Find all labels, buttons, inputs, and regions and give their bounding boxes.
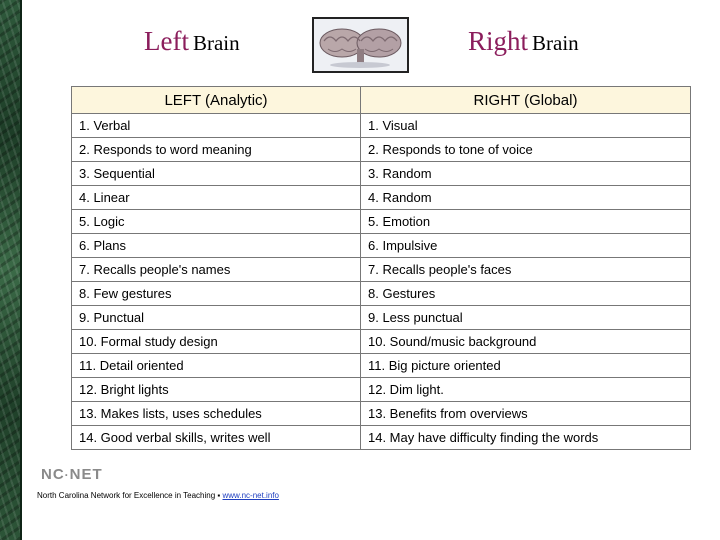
left-trait-cell: 4. Linear [72,186,361,210]
right-trait-cell: 3. Random [361,162,691,186]
left-trait-cell: 9. Punctual [72,306,361,330]
table-row [72,282,691,306]
right-trait-cell: 11. Big picture oriented [361,354,691,378]
right-trait-cell: 4. Random [361,186,691,210]
logo-net: NET [69,466,103,483]
footer-credit [37,491,279,500]
right-heading-brain: Brain [532,31,579,55]
table-row [72,138,691,162]
table-row [72,330,691,354]
right-trait-cell: 1. Visual [361,114,691,138]
left-trait-cell: 14. Good verbal skills, writes well [72,426,361,450]
right-trait-cell: 14. May have difficulty finding the words [361,426,691,450]
left-heading-word: Left [144,26,189,56]
table-row [72,186,691,210]
left-trait-cell: 3. Sequential [72,162,361,186]
right-brain-heading [468,26,579,57]
right-trait-cell: 9. Less punctual [361,306,691,330]
left-trait-cell: 5. Logic [72,210,361,234]
table-row [72,354,691,378]
table-row [72,114,691,138]
comparison-table [71,86,691,450]
table-row [72,234,691,258]
left-trait-cell: 1. Verbal [72,114,361,138]
table-row [72,426,691,450]
table-row [72,378,691,402]
footer-link[interactable]: www.nc-net.info [222,491,279,500]
footer-separator: ▪ [217,491,221,500]
right-trait-cell: 13. Benefits from overviews [361,402,691,426]
nc-net-logo [41,466,103,483]
left-trait-cell: 12. Bright lights [72,378,361,402]
left-heading-brain: Brain [192,31,240,55]
right-trait-cell: 2. Responds to tone of voice [361,138,691,162]
header-right-global: RIGHT (Global) [361,87,691,114]
right-trait-cell: 8. Gestures [361,282,691,306]
table-row [72,162,691,186]
right-trait-cell: 12. Dim light. [361,378,691,402]
left-trait-cell: 13. Makes lists, uses schedules [72,402,361,426]
right-trait-cell: 6. Impulsive [361,234,691,258]
table-row [72,402,691,426]
right-trait-cell: 10. Sound/music background [361,330,691,354]
table-row [72,306,691,330]
footer-text: North Carolina Network for Excellence in Teaching [37,491,216,500]
left-trait-cell: 11. Detail oriented [72,354,361,378]
right-trait-cell: 7. Recalls people's faces [361,258,691,282]
left-trait-cell: 6. Plans [72,234,361,258]
marble-border [0,0,22,540]
brain-image [312,17,409,73]
left-trait-cell: 2. Responds to word meaning [72,138,361,162]
table-row [72,210,691,234]
right-heading-word: Right [468,26,529,56]
left-trait-cell: 10. Formal study design [72,330,361,354]
table-row [72,258,691,282]
header-left-analytic: LEFT (Analytic) [72,87,361,114]
logo-dot: · [64,468,70,482]
table-header-row [72,87,691,114]
logo-nc: NC [41,466,65,483]
right-trait-cell: 5. Emotion [361,210,691,234]
left-trait-cell: 7. Recalls people's names [72,258,361,282]
left-trait-cell: 8. Few gestures [72,282,361,306]
left-brain-heading [144,26,240,57]
